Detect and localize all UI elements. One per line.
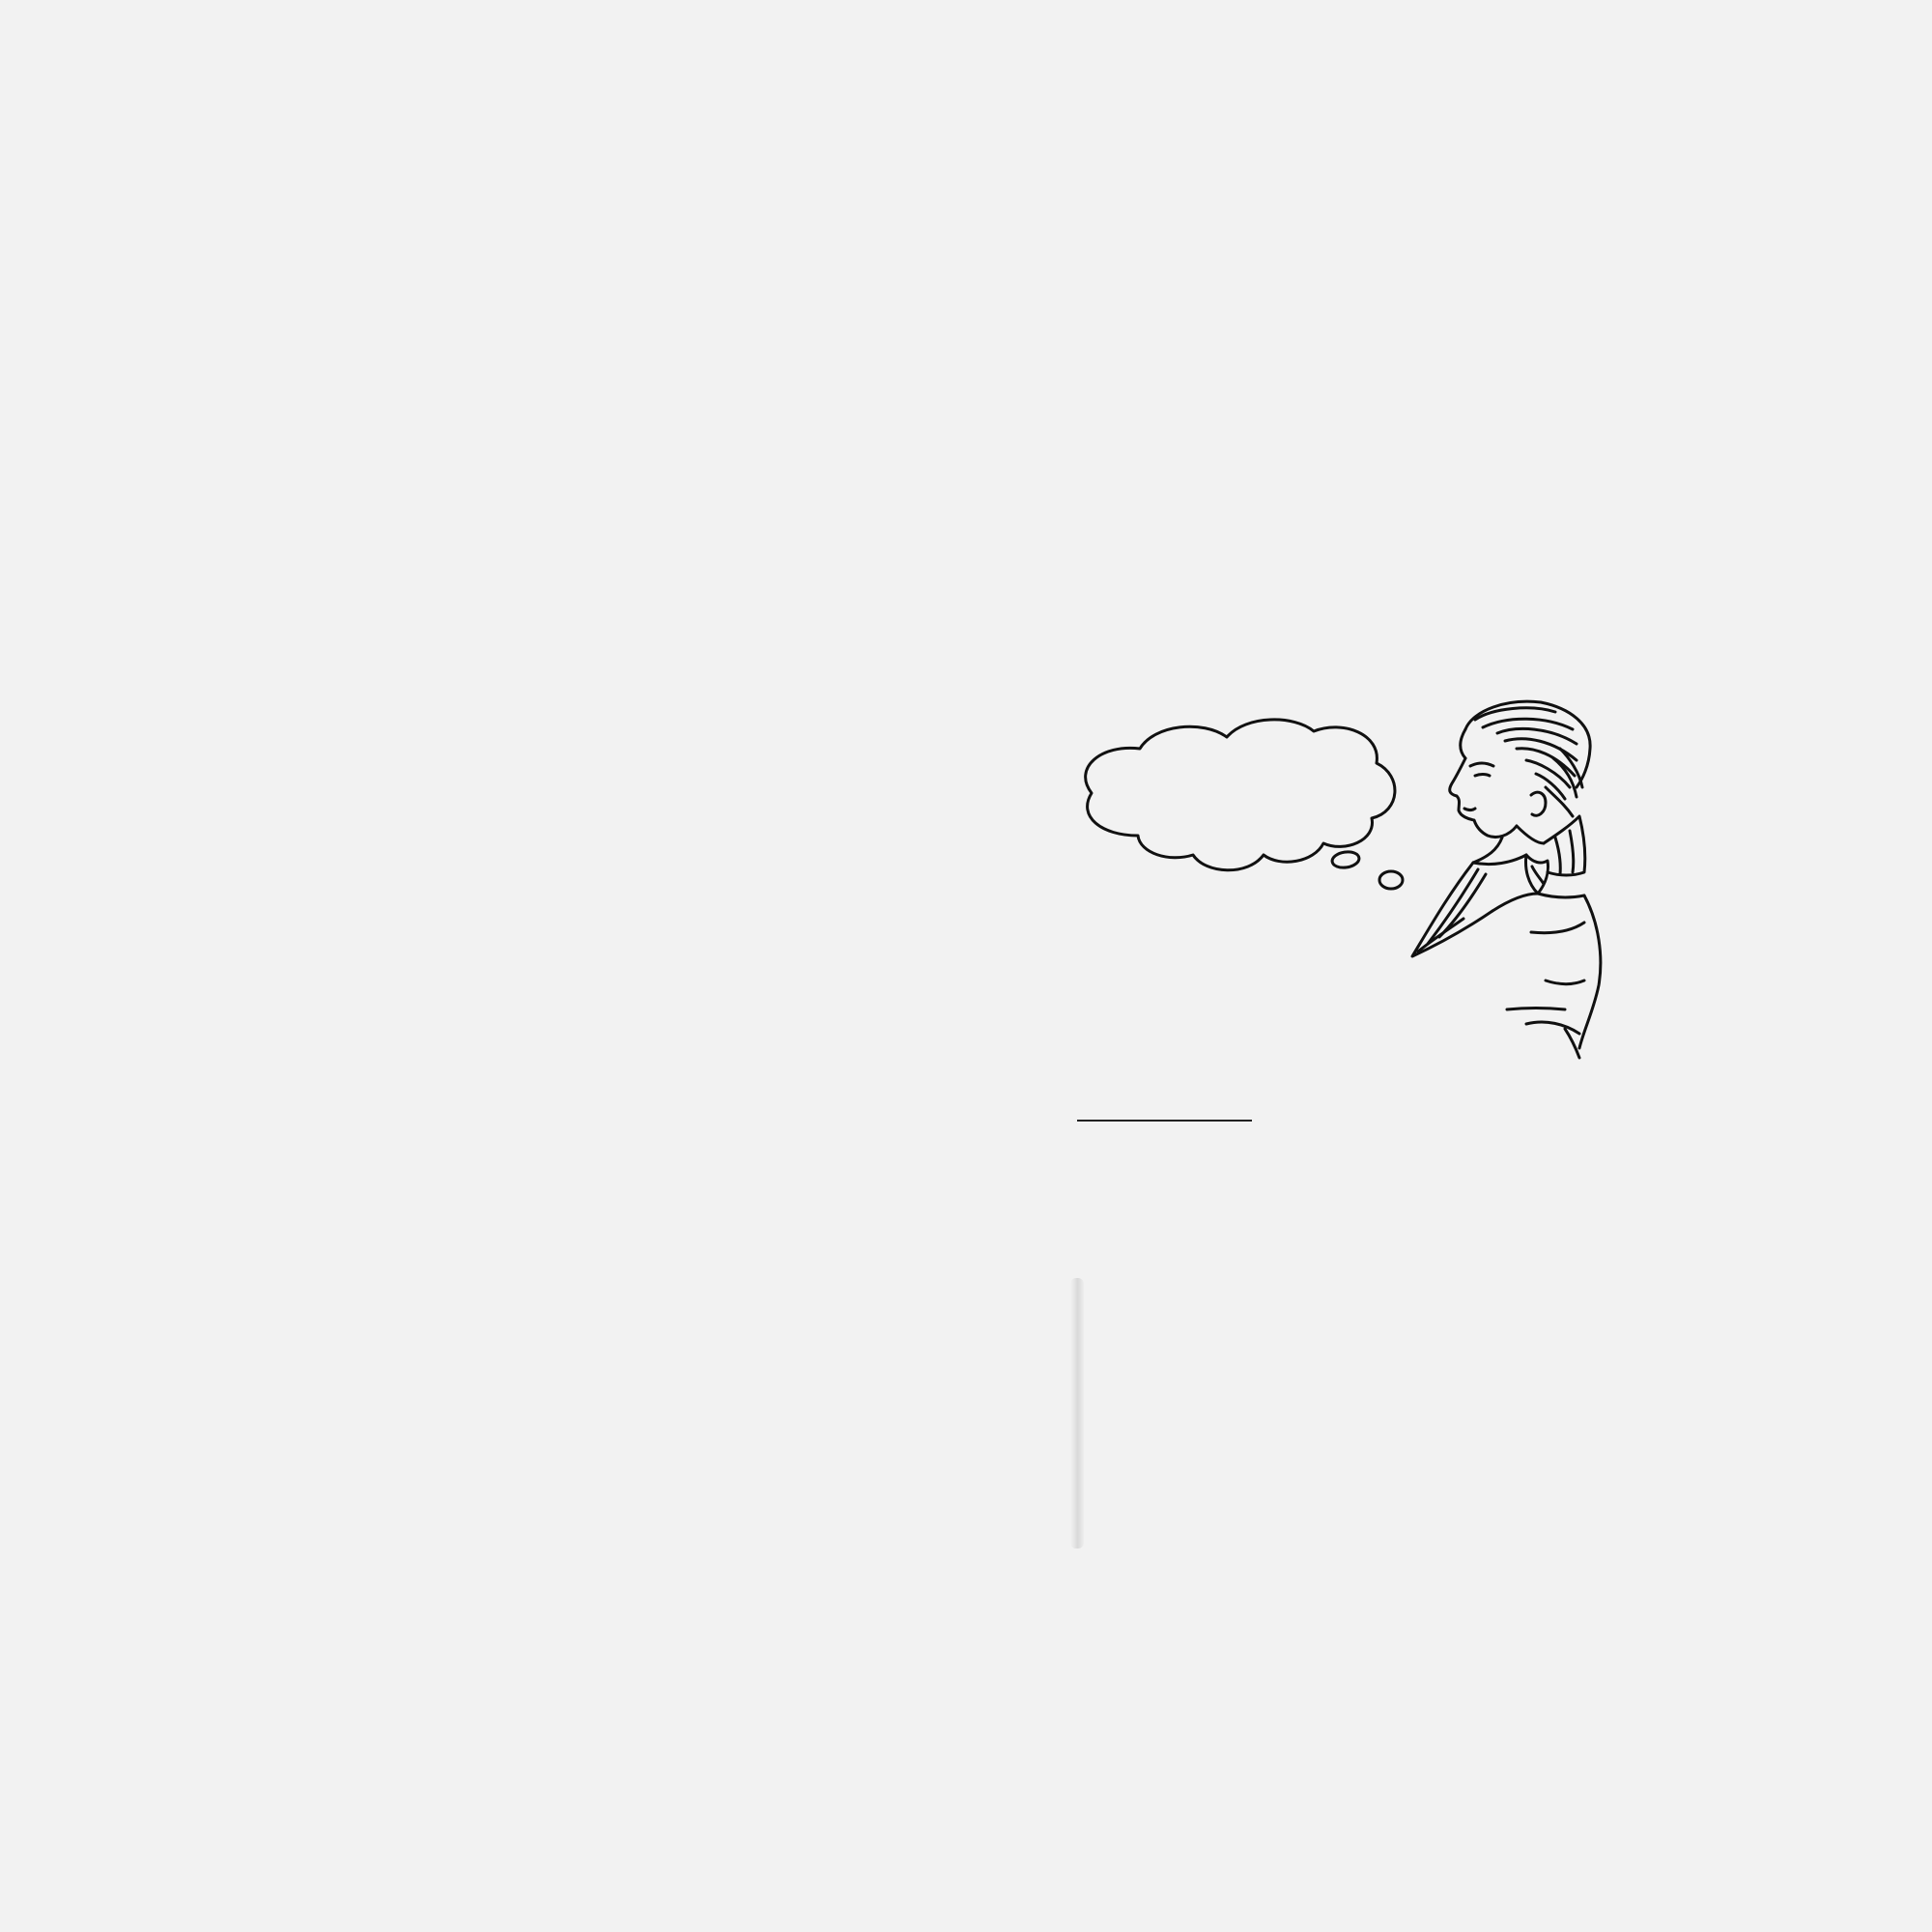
text-line	[138, 804, 855, 837]
text-line	[138, 771, 855, 804]
text-line	[138, 543, 855, 576]
footnote-divider	[1077, 1120, 1252, 1122]
text-line	[138, 346, 855, 379]
task-line	[1122, 1456, 1750, 1483]
text-line	[138, 705, 855, 738]
text-line	[138, 869, 855, 902]
text-line	[138, 639, 855, 672]
collar	[1473, 838, 1526, 865]
epigraph-line	[1146, 496, 1725, 522]
text-line	[138, 379, 855, 412]
text-line	[138, 935, 855, 968]
footnote	[1077, 1128, 1794, 1221]
text-line	[138, 607, 855, 639]
notebook-edge-shadow	[1070, 1278, 1084, 1548]
paragraph-1	[138, 346, 855, 576]
text-line	[138, 738, 855, 771]
text-line	[138, 968, 855, 1001]
text-line	[138, 510, 855, 543]
text-line	[138, 412, 855, 444]
text-line	[138, 837, 855, 869]
epigraph-source	[1146, 598, 1725, 624]
epigraph-line	[1146, 547, 1725, 573]
text-line	[138, 902, 855, 935]
task-line	[1122, 1403, 1750, 1430]
footnote-line	[1077, 1198, 1794, 1221]
footnote-line-text	[1116, 1128, 1794, 1151]
text-line	[138, 1099, 855, 1132]
face-profile	[1450, 758, 1517, 838]
text-line	[138, 1001, 855, 1034]
footnote-line	[1077, 1175, 1794, 1198]
ear	[1531, 792, 1546, 815]
thought-dot	[1331, 850, 1360, 869]
footnote-line	[1077, 1128, 1794, 1151]
coat-body	[1579, 895, 1601, 1048]
epigraph	[1146, 496, 1725, 624]
onegin-sketch-icon	[1043, 691, 1623, 1077]
text-line	[138, 477, 855, 510]
spiral-binding-icon	[1092, 1268, 1806, 1309]
epigraph-line	[1146, 573, 1725, 599]
text-line	[138, 444, 855, 477]
footnote-line	[1077, 1151, 1794, 1175]
task-line	[1122, 1377, 1750, 1404]
epigraph-line	[1146, 522, 1725, 548]
paragraph-2	[138, 607, 855, 1165]
text-line	[138, 1066, 855, 1099]
text-line	[138, 672, 855, 705]
task-line	[1122, 1483, 1750, 1510]
thought-bubble	[1086, 720, 1395, 870]
task-text	[1122, 1350, 1750, 1509]
task-line	[1122, 1430, 1750, 1457]
text-line	[138, 1132, 855, 1165]
text-line	[138, 1034, 855, 1066]
main-text-column	[138, 346, 855, 1196]
thought-dot	[1379, 871, 1403, 889]
task-line	[1122, 1350, 1750, 1377]
